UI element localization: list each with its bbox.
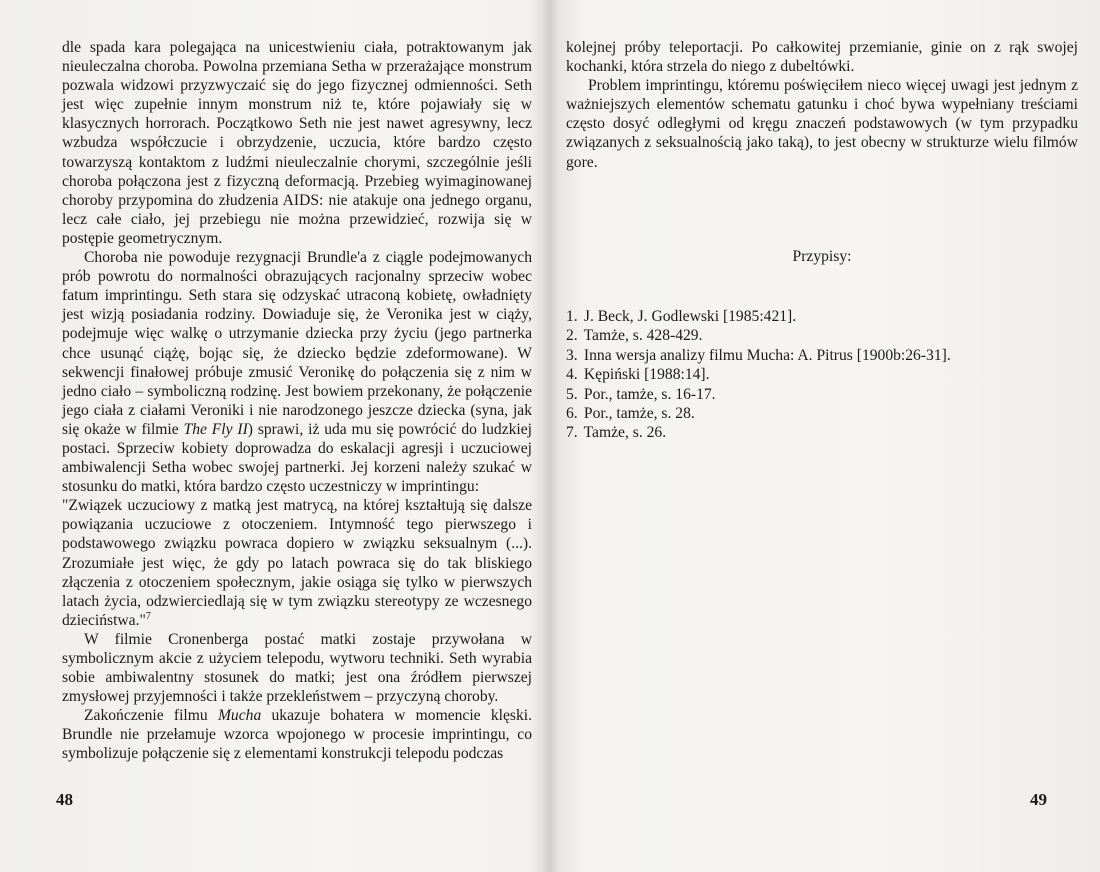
footnote-item: 7. Tamże, s. 26. [566,424,667,442]
right-page-body-text [566,38,1078,172]
footnote-item: 6. Por., tamże, s. 28. [566,405,695,423]
left-page-body-text [62,38,532,764]
footnote-reference: 7 [145,610,151,622]
film-title: The Fly II [183,420,248,438]
page-number: 49 [1030,790,1047,809]
paragraph: Problem imprintingu, któremu poświęciłem nieco więcej uwagi jest jednym z ważniejszych elementów schematu gatunku i choć bywa wypełniany treściami często dosyć odległymi od kręgu znaczeń podstawowych (w tym przypadku związanych z seksualnością jako taką), to jest obecny w strukturze wielu filmów gore. [566,77,1078,171]
film-title: Mucha [217,707,262,725]
footnote-item: 3. Inna wersja analizy filmu Mucha: A. Pitrus [1900b:26-31]. [566,346,951,364]
footnote-item: 5. Por., tamże, s. 16-17. [566,385,716,403]
notes-heading: Przypisy: [792,248,852,265]
footnote-item: 1. J. Beck, J. Godlewski [1985:421]. [566,308,797,325]
page-number: 48 [56,790,73,809]
footnote-item: 2. Tamże, s. 428-429. [566,327,703,345]
film-title: Mucha [746,346,791,364]
paragraph: Choroba nie powoduje rezygnacji Brundle'a z ciągle podejmowanych prób powrotu do normalności obrazujących racjonalny sprzeciw wobec fatum imprintingu. Seth stara się odzyskać utraconą kobietę, owładnięty jest wizją posiadania rodziny. Dowiaduje się, że Veronika jest w ciąży, podejmuje więc walkę o utrzymanie dziecka przy życiu (jego partnerka chce usunąć ciążę, bojąc się, że dziecko będzie zdeformowane). W sekwencji finałowej próbuje zmusić Veronikę do połączenia się z nim w jedno ciało – symboliczną rodzinę. Jest bowiem przekonany, że połączenie jego ciała z ciałami Veroniki i nie narodzonego jeszcze dziecka (syna, jak się okaże w filmie The Fly II) sprawi, iż uda mu się powrócić do ludzkiej postaci. Sprzeciw kobiety doprowadza do eskalacji agresji i uczuciowej ambiwalencji Setha wobec swojej partnerki. Jej korzeni należy szukać w stosunku do matki, która bardzo często uczestniczy w imprintingu: [62,249,532,496]
paragraph: dle spada kara polegająca na unicestwieniu ciała, potraktowanym jak nieuleczalna choroba. Powolna przemiana Setha w przerażające monstrum pozwala widzowi przyzwyczaić się do jego fizycznej odmienności. Seth jest więc zupełnie innym monstrum niż te, które pojawiały się w klasycznych horrorach. Początkowo Seth nie jest nawet agresywny, lecz wzbudza współczucie i obrzydzenie, uczucia, które bardzo często towarzyszą kontaktom z ludźmi nieuleczalnie chorymi, szczególnie jeśli choroba połączona jest z fizyczną deformacją. Przebieg wyimaginowanej choroby przypomina do złudzenia AIDS: nie atakuje ona jednego organu, lecz całe ciało, jej przebiegu nie można przewidzieć, rozwija się w postępie geometrycznym. [62,39,532,247]
footnote-item: 4. Kępiński [1988:14]. [566,366,710,384]
paragraph: kolejnej próby teleportacji. Po całkowitej przemianie, ginie on z rąk swojej kochanki, która strzela do niego z dubeltówki. [566,39,1078,76]
paragraph: Zakończenie filmu Mucha ukazuje bohatera w momencie klęski. Brundle nie przełamuje wzorca wpojonego w procesie imprintingu, co symbolizuje połączenie się z elementami konstrukcji telepodu podczas [62,707,532,763]
footnotes-list [566,307,951,443]
right-page [552,0,1100,872]
paragraph: W filmie Cronenberga postać matki zostaje przywołana w symbolicznym akcie z użyciem telepodu, wytworu techniki. Seth wyrabia sobie ambiwalentny stosunek do matki; jest ona źródłem pierwszej zmysłowej przyjemności i także przekleństwem – przyczyną choroby. [62,630,532,706]
quotation: "Związek uczuciowy z matką jest matrycą, na której kształtują się dalsze powiązania uczuciowe z otoczeniem. Intymność tego pierwszego i podstawowego związku powraca dopiero w związku seksualnym (...). Zrozumiałe jest więc, że gdy po latach powraca się do tak bliskiego złączenia z otoczeniem społecznym, jakie osiąga się tylko w pierwszych latach życia, odzwierciedlają się w tym związku stereotypy ze wczesnego dzieciństwa."$^7$ [62,497,532,629]
left-page [0,0,548,872]
